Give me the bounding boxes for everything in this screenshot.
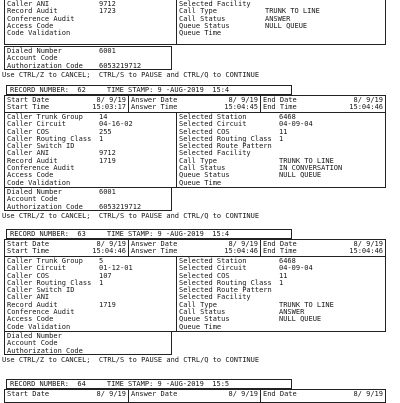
field-label: Selected Circuit [179, 120, 247, 129]
field-value: 11 [279, 271, 288, 280]
field-label: Queue Status [179, 21, 230, 30]
field-value: 15:03:17 [92, 103, 126, 112]
field-label: Selected Routing Class [179, 134, 272, 143]
field-label: Code Validation [7, 178, 71, 187]
field-label: Caller Routing Class [7, 278, 92, 287]
field-label: Dialed Number [7, 188, 62, 196]
field-value: 5 [99, 257, 104, 265]
field-value: 04-16-02 [99, 120, 133, 129]
field-label: End Time [263, 103, 297, 112]
field-label: Code Validation [7, 322, 71, 331]
field-label: Selected Route Pattern [179, 142, 272, 151]
field-label: Caller ANI [7, 149, 50, 158]
field-label: Caller COS [7, 127, 50, 136]
field-value: ANSWER [279, 308, 305, 317]
start-cell [5, 390, 129, 402]
partial-top-right [177, 0, 385, 45]
field-value: 8/ 9/19 [96, 240, 126, 248]
field-value: 15:04:46 [224, 247, 258, 256]
field-label: Answer Time [131, 103, 178, 112]
caller-field [7, 324, 174, 331]
field-label: Selected Station [179, 257, 247, 265]
field-label: Record Audit [7, 300, 58, 309]
field-value: 15:04:46 [349, 247, 383, 256]
field-value: 8/ 9/19 [353, 390, 383, 398]
field-label: Caller ANI [7, 293, 50, 302]
record-63-dialed [4, 331, 172, 355]
field-label: Conference Audit [7, 308, 75, 317]
field-label: Account Code [7, 195, 58, 204]
field-label: Queue Time [179, 29, 222, 38]
field-label: Start Date [7, 96, 50, 104]
field-value: 11 [279, 127, 288, 136]
time-row [131, 104, 258, 111]
use-line-1: Use CTRL/Z to CANCEL; CTRL/S to PAUSE and CTRL/Q to CONTINUE [2, 71, 260, 79]
field-value: 9712 [99, 149, 116, 158]
field-value: 15:04:46 [349, 103, 383, 112]
field-value: NULL QUEUE [265, 21, 308, 30]
partial-record-top [4, 0, 386, 45]
field-value: 6001 [99, 47, 116, 55]
field-value: 1 [279, 134, 284, 143]
field-value: 1719 [99, 156, 116, 165]
field-label: End Time [263, 247, 297, 256]
field-label: Selected Routing Class [179, 278, 272, 287]
field-label: Conference Audit [7, 164, 75, 173]
field-value: 1723 [99, 7, 116, 16]
field-label: Caller COS [7, 271, 50, 280]
dialed-field [7, 348, 169, 355]
record-63 [4, 239, 386, 257]
field-label: Answer Date [131, 390, 178, 398]
end-cell [261, 96, 385, 112]
record-64-header: RECORD NUMBER: 64 TIME STAMP: 9 -AUG-2019 15:5 [6, 379, 292, 389]
field-label: Start Time [7, 247, 50, 256]
field-label: Selected COS [179, 271, 230, 280]
field-value: 8/ 9/19 [96, 96, 126, 104]
field-value: 14 [99, 113, 108, 121]
answer-cell [129, 240, 261, 256]
field-label: Call Status [179, 164, 226, 173]
field-value: 1719 [99, 300, 116, 309]
field-value: 15:04:45 [224, 103, 258, 112]
field-value: 8/ 9/19 [353, 96, 383, 104]
time-row [263, 104, 383, 111]
field-value: TRUNK TO LINE [279, 156, 334, 165]
field-label: Caller Trunk Group [7, 113, 83, 121]
field-label: Caller Circuit [7, 120, 67, 129]
field-value: 6468 [279, 113, 296, 121]
field-label: End Date [263, 390, 297, 398]
field-label: Dialed Number [7, 332, 62, 340]
field-value: 04-09-04 [279, 120, 313, 129]
field-label: Call Type [179, 300, 217, 309]
field-label: Start Date [7, 390, 50, 398]
field-value: 8/ 9/19 [228, 96, 258, 104]
selected-field [179, 30, 383, 37]
field-label: Selected Facility [179, 0, 251, 8]
field-value: 6053219712 [99, 202, 142, 211]
field-label: Start Date [7, 240, 50, 248]
record-63-header: RECORD NUMBER: 63 TIME STAMP: 9 -AUG-2019 15:4 [6, 229, 292, 239]
field-label: Selected Facility [179, 293, 251, 302]
field-label: Caller Routing Class [7, 134, 92, 143]
record-64 [4, 389, 386, 403]
field-label: Selected Station [179, 113, 247, 121]
field-label: Answer Time [131, 247, 178, 256]
field-label: Authorization Code [7, 346, 83, 355]
field-label: Call Status [179, 14, 226, 23]
field-value: 1 [99, 278, 104, 287]
dialed-field [7, 63, 169, 70]
caller-field [7, 180, 174, 187]
field-label: Answer Date [131, 240, 178, 248]
field-label: End Date [263, 240, 297, 248]
field-value: ANSWER [265, 14, 291, 23]
field-value: NULL QUEUE [279, 315, 322, 324]
field-value: 8/ 9/19 [228, 240, 258, 248]
field-label: Access Code [7, 21, 54, 30]
field-value: 6053219712 [99, 61, 142, 70]
field-label: Code Validation [7, 29, 71, 38]
field-value: 01-12-01 [99, 264, 133, 273]
answer-cell [129, 390, 261, 402]
time-row [263, 391, 383, 398]
dialed-field [7, 204, 169, 211]
selected-fields [177, 113, 385, 187]
start-cell [5, 96, 129, 112]
field-label: Queue Status [179, 171, 230, 180]
end-cell [261, 390, 385, 402]
field-label: Answer Date [131, 96, 178, 104]
field-value: 107 [99, 271, 112, 280]
field-value: NULL QUEUE [279, 171, 322, 180]
field-label: Caller Switch ID [7, 286, 75, 295]
field-label: Queue Time [179, 322, 222, 331]
field-value: 255 [99, 127, 112, 136]
field-label: End Date [263, 96, 297, 104]
field-value: 15:04:46 [92, 247, 126, 256]
selected-field [179, 180, 383, 187]
field-label: Caller Circuit [7, 264, 67, 273]
end-cell [261, 240, 385, 256]
field-label: Access Code [7, 315, 54, 324]
field-value: 1 [279, 278, 284, 287]
field-value: 8/ 9/19 [96, 390, 126, 398]
answer-cell [129, 96, 261, 112]
field-value: 6468 [279, 257, 296, 265]
field-label: Queue Status [179, 315, 230, 324]
field-label: Start Time [7, 103, 50, 112]
field-value: IN CONVERSATION [279, 164, 343, 173]
field-label: Record Audit [7, 7, 58, 16]
field-label: Caller Switch ID [7, 142, 75, 151]
field-value: 04-09-04 [279, 264, 313, 273]
field-value: 9712 [99, 0, 116, 8]
field-label: Caller Trunk Group [7, 257, 83, 265]
field-label: Caller ANI [7, 0, 50, 8]
field-label: Call Type [179, 7, 217, 16]
time-row [7, 391, 126, 398]
field-label: Selected Circuit [179, 264, 247, 273]
field-label: Access Code [7, 171, 54, 180]
field-label: Authorization Code [7, 202, 83, 211]
caller-fields [5, 257, 177, 331]
field-label: Call Type [179, 156, 217, 165]
field-value: 8/ 9/19 [228, 390, 258, 398]
start-cell [5, 240, 129, 256]
field-value: 1 [99, 134, 104, 143]
field-label: Selected Route Pattern [179, 286, 272, 295]
record-63-body [4, 256, 386, 332]
time-row [7, 104, 126, 111]
field-label: Account Code [7, 54, 58, 63]
caller-fields [5, 113, 177, 187]
field-label: Call Status [179, 308, 226, 317]
selected-field [179, 324, 383, 331]
selected-fields [177, 257, 385, 331]
record-62 [4, 95, 386, 113]
field-label: Selected Facility [179, 149, 251, 158]
field-value: TRUNK TO LINE [265, 7, 320, 16]
field-value: 8/ 9/19 [353, 240, 383, 248]
field-value: 6001 [99, 188, 116, 196]
field-value: TRUNK TO LINE [279, 300, 334, 309]
time-row [131, 391, 258, 398]
field-label: Queue Time [179, 178, 222, 187]
time-row [263, 248, 383, 255]
caller-field [7, 30, 174, 37]
field-label: Account Code [7, 339, 58, 348]
field-label: Authorization Code [7, 61, 83, 70]
field-label: Record Audit [7, 156, 58, 165]
time-row [7, 248, 126, 255]
record-62-header: RECORD NUMBER: 62 TIME STAMP: 9 -AUG-2019 15:4 [6, 85, 292, 95]
field-label: Dialed Number [7, 47, 62, 55]
time-row [131, 248, 258, 255]
field-label: Conference Audit [7, 14, 75, 23]
use-line-2: Use CTRL/Z to CANCEL; CTRL/S to PAUSE and CTRL/Q to CONTINUE [2, 212, 260, 220]
record-62-body [4, 112, 386, 188]
record-62-dialed [4, 187, 172, 211]
use-line-3: Use CTRL/Z to CANCEL; CTRL/S to PAUSE and CTRL/Q to CONTINUE [2, 356, 260, 364]
field-label: Selected COS [179, 127, 230, 136]
partial-top-left [5, 0, 177, 45]
partial-top-dialed [4, 46, 172, 70]
